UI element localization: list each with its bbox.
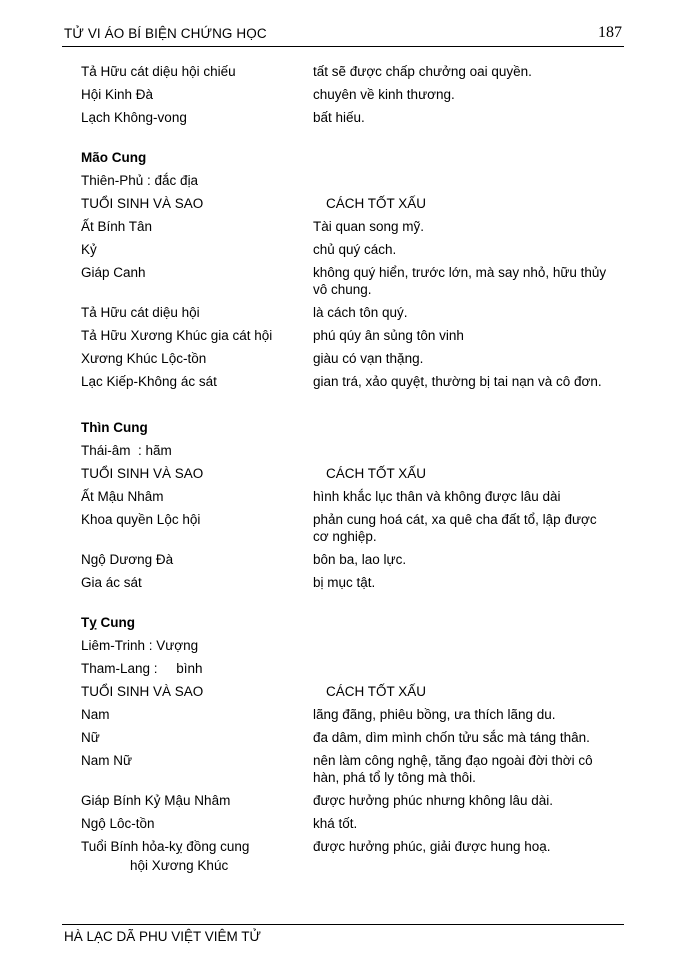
age-star-cell: Ất Bính Tân [81,219,153,234]
table-row [81,373,621,390]
age-star-cell: Lạch Không-vong [81,110,187,125]
star-status: Thiên-Phủ : đắc địa [81,173,199,188]
continuation-line: hội Xương Khúc [130,858,229,873]
column-header-age-star: TUỔI SINH VÀ SAO [81,466,204,481]
verdict-cell: nên làm công nghệ, tăng đạo ngoài đời thời cô hàn, phá tổ ly tông mà thôi. [313,753,593,785]
age-star-cell: Giáp Canh [81,265,146,280]
age-star-cell: Nam Nữ [81,753,133,768]
section-gap [81,597,621,614]
verdict-cell: là cách tôn quý. [313,305,408,320]
table-row [81,63,621,80]
column-headers [81,683,621,700]
age-star-cell: Kỷ [81,242,97,257]
running-title: TỬ VI ÁO BÍ BIỆN CHỨNG HỌC [64,26,267,41]
age-star-cell: Ngộ Dương Đà [81,552,174,567]
age-star-cell: Khoa quyền Lộc hội [81,512,201,527]
column-header-age-star: TUỔI SINH VÀ SAO [81,684,204,699]
age-star-cell: Nữ [81,730,100,745]
verdict-cell: phản cung hoá cát, xa quê cha đất tổ, lập được cơ nghiệp. [313,512,597,544]
table-row [81,109,621,126]
verdict-cell: Tài quan song mỹ. [313,219,425,234]
section-gap [81,132,621,149]
age-star-cell: Ngộ Lôc-tồn [81,816,155,831]
table-row [81,327,621,344]
footer-author: HÀ LẠC DÃ PHU VIỆT VIÊM TỬ [64,929,262,944]
verdict-cell: chủ quý cách. [313,242,397,257]
age-star-cell: Xương Khúc Lộc-tồn [81,351,207,366]
table-row [81,706,621,723]
table-row [81,838,621,855]
table-row [81,815,621,832]
verdict-cell: khá tốt. [313,816,358,831]
column-headers [81,465,621,482]
verdict-cell: bị mục tật. [313,575,376,590]
verdict-cell: đa dâm, dìm mình chốn tửu sắc mà táng thân. [313,730,590,745]
section-heading-ty: Tỵ Cung [81,615,135,630]
star-status: Tham-Lang : bình [81,661,203,676]
column-headers [81,195,621,212]
table-row [81,488,621,505]
age-star-cell: Ất Mậu Nhâm [81,489,164,504]
table-row [81,264,621,298]
verdict-cell: gian trá, xảo quyệt, thường bị tai nạn và cô đơn. [313,374,602,389]
section-heading-mao: Mão Cung [81,150,147,165]
table-row [81,574,621,591]
table-row [81,729,621,746]
table-row [81,551,621,568]
verdict-cell: được hưởng phúc nhưng không lâu dài. [313,793,553,808]
verdict-cell: tất sẽ được chấp chưởng oai quyền. [313,64,532,79]
table-row [81,86,621,103]
verdict-cell: lãng đãng, phiêu bồng, ưa thích lãng du. [313,707,556,722]
table-row [81,304,621,321]
verdict-cell: chuyên về kinh thương. [313,87,455,102]
column-header-age-star: TUỔI SINH VÀ SAO [81,196,204,211]
page-footer [62,924,624,944]
verdict-cell: bất hiếu. [313,110,365,125]
age-star-cell: Tả Hữu Xương Khúc gia cát hội [81,328,273,343]
verdict-cell: không quý hiển, trước lớn, mà say nhỏ, hữu thủy vô chung. [313,265,607,297]
verdict-cell: được hưởng phúc, giải được hung hoạ. [313,839,551,854]
verdict-cell: bôn ba, lao lực. [313,552,407,567]
age-star-cell: Tả Hữu cát diệu hội chiếu [81,64,236,79]
age-star-cell: Hội Kinh Đà [81,87,154,102]
age-star-cell: Giáp Bính Kỷ Mậu Nhâm [81,793,231,808]
table-row [81,792,621,809]
verdict-cell: phú qúy ân sủng tôn vinh [313,328,464,343]
page-header [62,24,624,47]
table-row [81,511,621,545]
star-status: Liêm-Trinh : Vượng [81,638,199,653]
star-status: Thái-âm : hãm [81,443,172,458]
age-star-cell: Lạc Kiếp-Không ác sát [81,374,217,389]
column-header-verdict: CÁCH TỐT XẤU [326,684,427,699]
verdict-cell: hình khắc lục thân và không được lâu dài [313,489,561,504]
table-row [81,241,621,258]
age-star-cell: Gia ác sát [81,575,142,590]
age-star-cell: Tuổi Bính hỏa-kỵ đồng cung [81,839,250,854]
age-star-cell: Tả Hữu cát diệu hội [81,305,200,320]
table-row [81,752,621,786]
table-row [81,350,621,367]
table-row [81,218,621,235]
column-header-verdict: CÁCH TỐT XẤU [326,466,427,481]
column-header-verdict: CÁCH TỐT XẤU [326,196,427,211]
age-star-cell: Nam [81,707,110,722]
verdict-cell: giàu có vạn thặng. [313,351,424,366]
section-heading-thin: Thìn Cung [81,420,148,435]
page-content [81,63,621,880]
page-number: 187 [598,24,622,41]
section-gap [81,396,621,419]
